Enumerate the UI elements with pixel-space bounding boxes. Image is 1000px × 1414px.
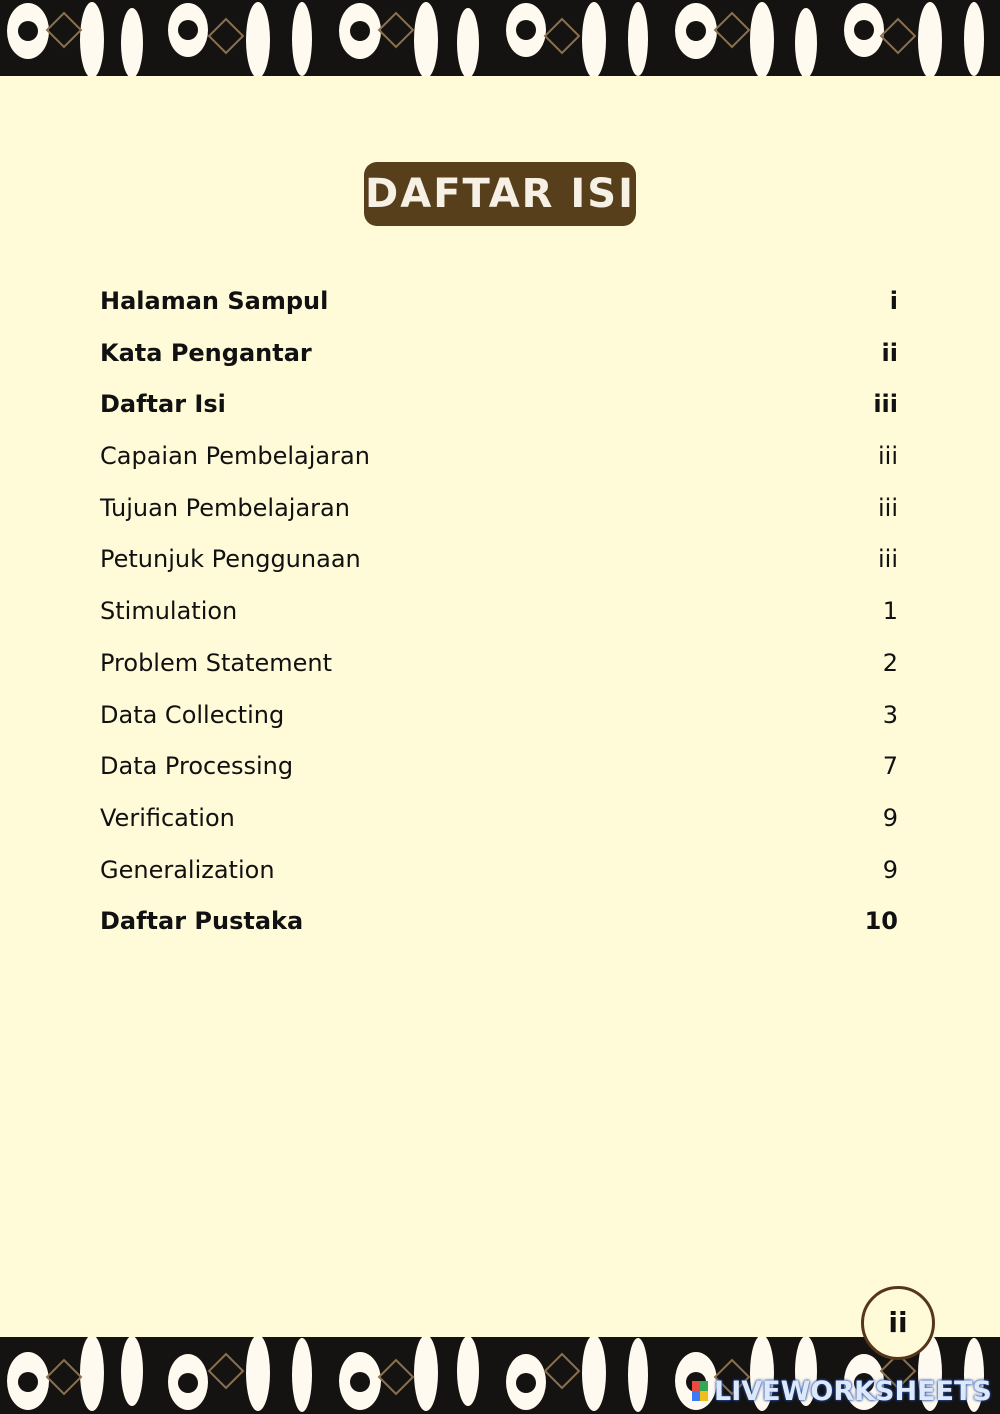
toc-row[interactable] — [100, 586, 898, 638]
toc-row[interactable] — [100, 276, 898, 328]
toc-page-number: 10 — [864, 907, 898, 936]
toc-label: Daftar Pustaka — [100, 907, 304, 936]
toc-row[interactable] — [100, 741, 898, 793]
toc-row[interactable] — [100, 638, 898, 690]
toc-page-number: 9 — [882, 803, 898, 832]
toc-page-number: 2 — [882, 648, 898, 677]
toc-row[interactable] — [100, 534, 898, 586]
toc-label: Stimulation — [100, 597, 238, 626]
toc-page-number: 7 — [882, 752, 898, 781]
batik-pattern-top — [0, 0, 1000, 76]
toc-label: Tujuan Pembelajaran — [100, 493, 350, 522]
toc-row[interactable] — [100, 431, 898, 483]
toc-label: Data Collecting — [100, 700, 285, 729]
toc-page-number: 1 — [882, 597, 898, 626]
toc-label: Kata Pengantar — [100, 338, 312, 367]
toc-label: Problem Statement — [100, 648, 333, 677]
table-of-contents — [100, 276, 898, 948]
toc-page-number: iii — [877, 442, 898, 471]
toc-label: Data Processing — [100, 752, 294, 781]
toc-label: Verification — [100, 803, 235, 832]
toc-page-number: i — [889, 287, 898, 315]
toc-row[interactable] — [100, 793, 898, 845]
top-batik-border — [0, 0, 1000, 76]
toc-page-number: 3 — [882, 700, 898, 729]
liveworksheets-logo-icon — [692, 1381, 708, 1401]
watermark-text: LIVEWORKSHEETS — [714, 1375, 992, 1407]
toc-label: Petunjuk Penggunaan — [100, 545, 361, 574]
toc-row[interactable] — [100, 690, 898, 742]
toc-label: Capaian Pembelajaran — [100, 442, 370, 471]
toc-page-number: iii — [873, 390, 898, 419]
toc-row[interactable] — [100, 328, 898, 380]
page-number-badge: ii — [861, 1286, 935, 1360]
toc-label: Generalization — [100, 855, 275, 884]
toc-row[interactable] — [100, 483, 898, 535]
toc-row[interactable] — [100, 896, 898, 948]
watermark — [692, 1376, 992, 1406]
toc-row[interactable] — [100, 845, 898, 897]
toc-row[interactable] — [100, 379, 898, 431]
toc-page-number: ii — [881, 338, 898, 367]
toc-page-number: iii — [877, 493, 898, 522]
toc-page-number: iii — [877, 545, 898, 574]
toc-label: Daftar Isi — [100, 390, 226, 419]
page-title: DAFTAR ISI — [364, 162, 636, 226]
toc-label: Halaman Sampul — [100, 287, 329, 315]
toc-page-number: 9 — [882, 855, 898, 884]
